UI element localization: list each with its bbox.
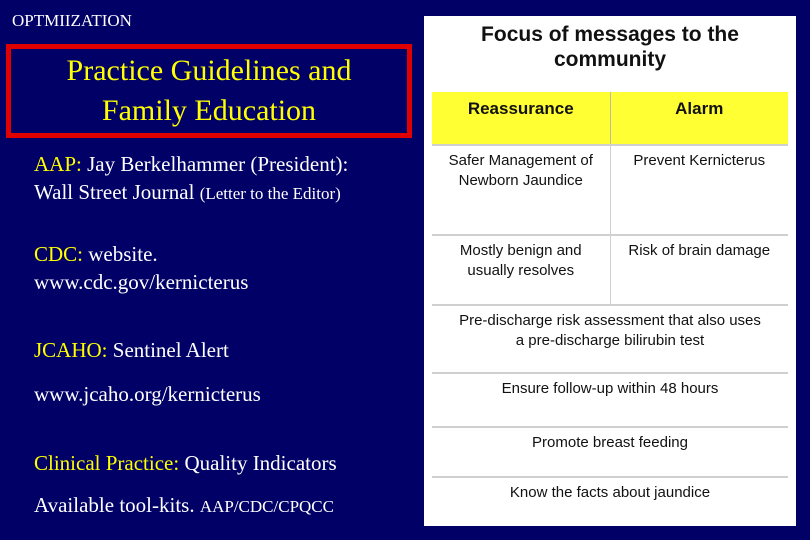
panel-title-line-1: Focus of messages to the — [481, 23, 739, 46]
bullet-text: website. — [83, 242, 158, 266]
bullet-cdc — [34, 240, 248, 296]
table-row — [432, 476, 788, 526]
table-row — [432, 144, 788, 234]
table-cell — [432, 478, 788, 526]
cell-line: Risk of brain damage — [628, 242, 771, 259]
bullet-text: Sentinel Alert — [107, 338, 229, 362]
messages-panel — [424, 16, 796, 526]
bullet-key: AAP: — [34, 152, 82, 176]
cell-line: Know the facts about jaundice — [509, 484, 711, 501]
messages-table — [432, 144, 788, 526]
table-cell — [432, 146, 610, 234]
bullet-line2: Available tool-kits. — [34, 493, 200, 517]
bullet-jcaho — [34, 336, 261, 408]
cell-line: Newborn Jaundice — [458, 172, 583, 189]
table-row — [432, 426, 788, 476]
table-row — [432, 304, 788, 372]
table-cell — [432, 374, 788, 426]
cell-line: usually resolves — [467, 262, 575, 279]
cell-line: Safer Management of — [448, 152, 593, 169]
cell-line: Prevent Kernicterus — [633, 152, 766, 169]
bullet-clinical-practice — [34, 449, 337, 521]
slide-header: OPTMIIZATION — [12, 11, 132, 30]
bullet-line2: www.cdc.gov/kernicterus — [34, 270, 249, 294]
bullet-line2-small: (Letter to the Editor) — [199, 184, 341, 203]
table-cell — [610, 146, 789, 234]
slide-title — [6, 44, 412, 138]
table-cell — [432, 236, 610, 304]
cell-line: Promote breast feeding — [532, 434, 688, 451]
cell-line: Mostly benign and — [459, 242, 582, 259]
col-reassurance: Reassurance — [432, 92, 611, 144]
bullet-line2-small: AAP/CDC/CPQCC — [199, 497, 334, 516]
bullet-line2: www.jcaho.org/kernicterus — [34, 382, 261, 406]
title-line-1: Practice Guidelines and — [66, 54, 352, 87]
bullet-key: CDC: — [34, 242, 84, 266]
cell-line: a pre-discharge bilirubin test — [515, 332, 705, 349]
bullet-aap — [34, 150, 348, 208]
panel-title — [424, 22, 796, 72]
bullet-text: Quality Indicators — [179, 451, 337, 475]
bullet-key: JCAHO: — [34, 338, 108, 362]
table-cell — [432, 306, 788, 372]
bullet-line2: Wall Street Journal — [34, 180, 200, 204]
panel-title-line-2: community — [553, 48, 666, 71]
table-cell — [610, 236, 789, 304]
table-header — [432, 92, 788, 144]
table-cell — [432, 428, 788, 476]
bullet-key: Clinical Practice: — [34, 451, 180, 475]
table-row — [432, 372, 788, 426]
title-line-2: Family Education — [101, 94, 317, 127]
cell-line: Ensure follow-up within 48 hours — [501, 380, 719, 397]
cell-line: Pre-discharge risk assessment that also uses — [459, 312, 761, 329]
table-row — [432, 234, 788, 304]
col-alarm: Alarm — [675, 99, 724, 118]
bullet-text: Jay Berkelhammer (President): — [81, 152, 349, 176]
